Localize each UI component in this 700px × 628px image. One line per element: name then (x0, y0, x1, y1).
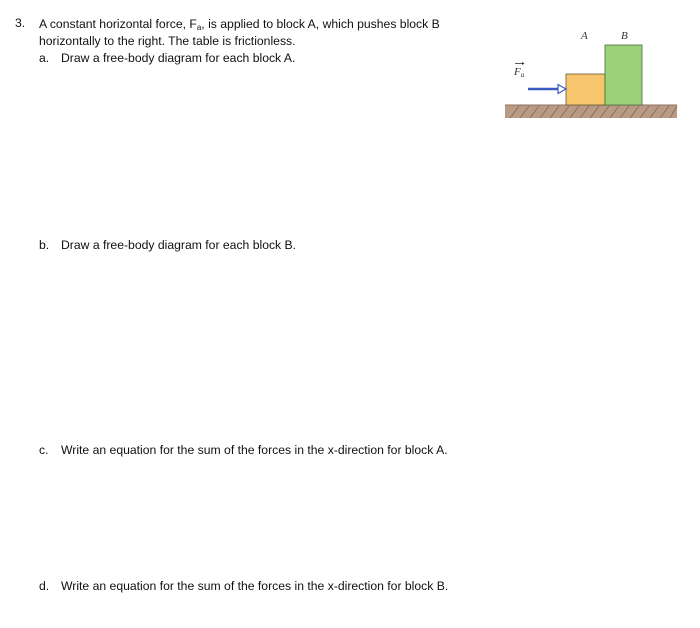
question-text-part: A constant horizontal force, F (39, 17, 197, 31)
force-arrow-head (558, 85, 566, 94)
force-vector-mark-head (522, 62, 525, 65)
part-c-text: Write an equation for the sum of the forces in the x-direction for block A. (61, 443, 448, 457)
force-label-letter: F (514, 66, 521, 78)
blocks-diagram (498, 18, 683, 128)
question-text-part: , is applied to block A, which pushes block B (201, 17, 440, 31)
force-label-subscript: a (520, 71, 525, 79)
block-a-label: A (581, 30, 588, 42)
part-a-text: Draw a free-body diagram for each block A. (61, 51, 296, 65)
part-d-letter: d. (39, 579, 50, 593)
block-a (566, 74, 605, 105)
part-a-letter: a. (39, 51, 50, 65)
part-b-letter: b. (39, 238, 50, 252)
force-subscript: a (196, 23, 202, 32)
part-d-text: Write an equation for the sum of the forces in the x-direction for block B. (61, 579, 449, 593)
block-b-label: B (621, 30, 628, 42)
force-label (513, 66, 525, 79)
question-number: 3. (15, 16, 26, 30)
block-b (605, 45, 642, 105)
part-c-letter: c. (39, 443, 49, 457)
question-text-line2: horizontally to the right. The table is frictionless. (39, 34, 296, 48)
part-b-text: Draw a free-body diagram for each block B. (61, 238, 297, 252)
